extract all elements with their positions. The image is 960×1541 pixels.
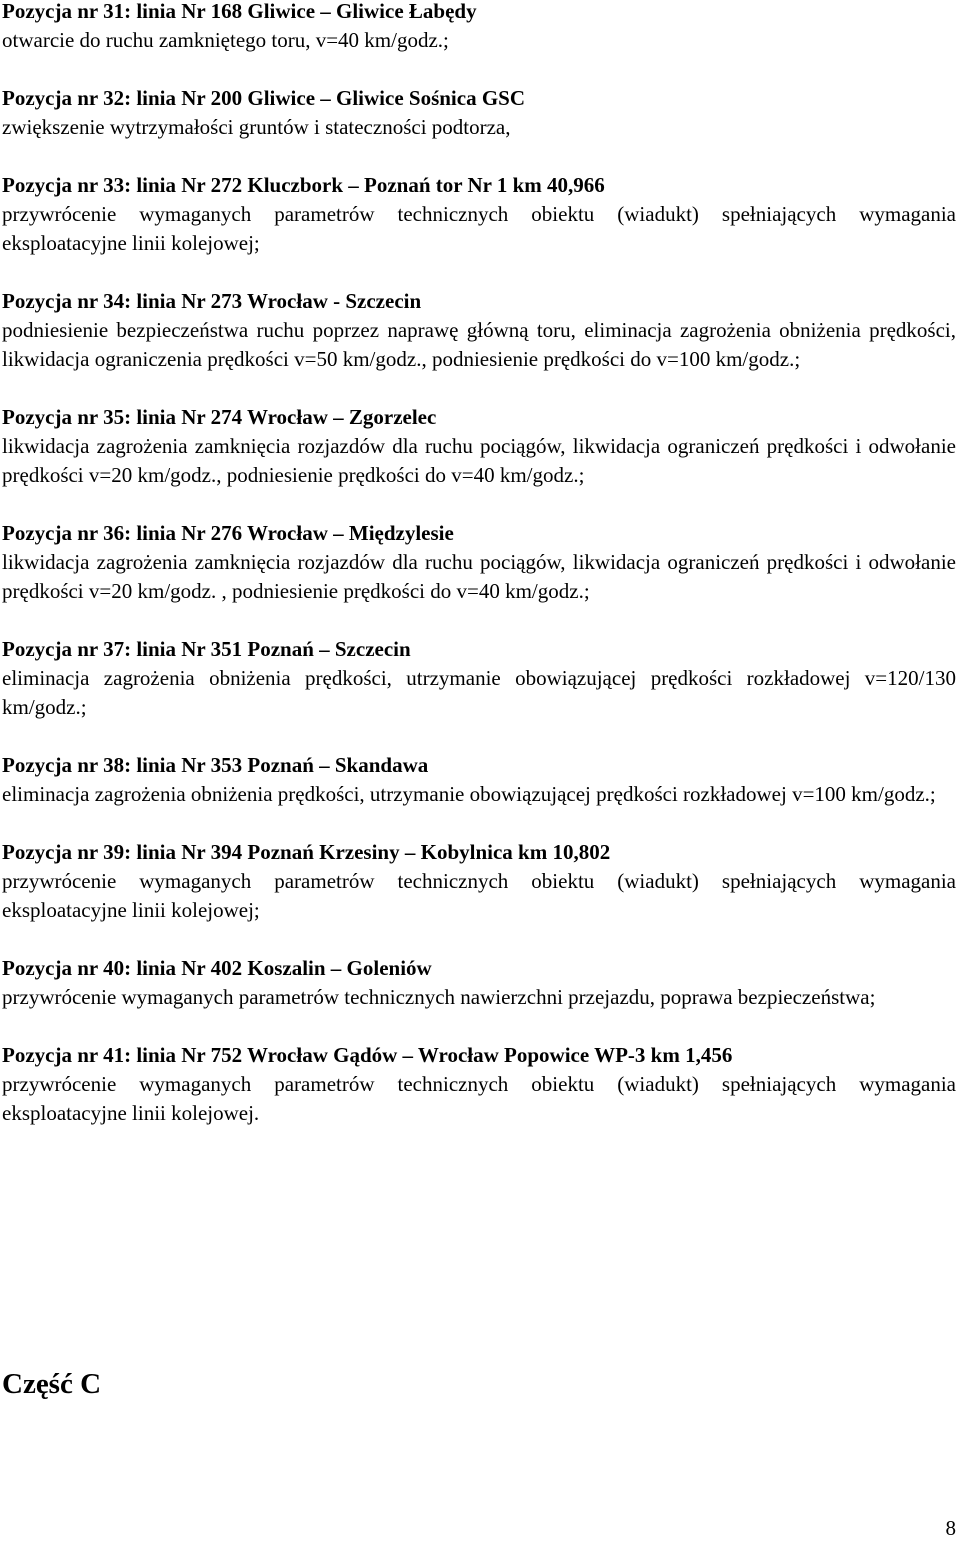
- position-title: Pozycja nr 31: linia Nr 168 Gliwice – Gliwice Łabędy: [2, 0, 477, 23]
- section-heading: Część C: [2, 1368, 102, 1400]
- position-entry-38: [2, 751, 956, 809]
- position-description: przywrócenie wymaganych parametrów technicznych nawierzchni przejazdu, poprawa bezpieczeństwa;: [2, 985, 876, 1009]
- position-entry-39: [2, 838, 956, 925]
- position-description: eliminacja zagrożenia obniżenia prędkości, utrzymanie obowiązującej prędkości rozkładowej v=120/130 km/godz.;: [2, 666, 956, 719]
- position-title: Pozycja nr 39: linia Nr 394 Poznań Krzesiny – Kobylnica km 10,802: [2, 840, 611, 864]
- position-description: podniesienie bezpieczeństwa ruchu poprzez naprawę główną toru, eliminacja zagrożenia obniżenia prędkości, likwidacja ograniczenia prędkości v=50 km/godz., podniesienie prędkości do v=100 km/godz.;: [2, 318, 956, 371]
- position-entry-31: [2, 0, 956, 55]
- position-entry-40: [2, 954, 956, 1012]
- position-title: Pozycja nr 34: linia Nr 273 Wrocław - Szczecin: [2, 289, 422, 313]
- position-entry-37: [2, 635, 956, 722]
- position-description: likwidacja zagrożenia zamknięcia rozjazdów dla ruchu pociągów, likwidacja ograniczeń prędkości i odwołanie prędkości v=20 km/godz., podniesienie prędkości do v=40 km/godz.;: [2, 434, 956, 487]
- position-title: Pozycja nr 35: linia Nr 274 Wrocław – Zgorzelec: [2, 405, 437, 429]
- position-description: otwarcie do ruchu zamkniętego toru, v=40 km/godz.;: [2, 28, 449, 52]
- page-number: 8: [945, 1516, 956, 1540]
- position-description: eliminacja zagrożenia obniżenia prędkości, utrzymanie obowiązującej prędkości rozkładowej v=100 km/godz.;: [2, 782, 936, 806]
- position-entry-35: [2, 403, 956, 490]
- position-title: Pozycja nr 38: linia Nr 353 Poznań – Skandawa: [2, 753, 429, 777]
- position-description: przywrócenie wymaganych parametrów technicznych obiektu (wiadukt) spełniających wymagania eksploatacyjne linii kolejowej;: [2, 202, 956, 255]
- position-title: Pozycja nr 37: linia Nr 351 Poznań – Szczecin: [2, 637, 411, 661]
- position-entry-34: [2, 287, 956, 374]
- position-description: przywrócenie wymaganych parametrów technicznych obiektu (wiadukt) spełniających wymagania eksploatacyjne linii kolejowej.: [2, 1072, 956, 1125]
- document-body: [2, 0, 956, 1157]
- position-title: Pozycja nr 40: linia Nr 402 Koszalin – Goleniów: [2, 956, 432, 980]
- position-entry-36: [2, 519, 956, 606]
- position-description: likwidacja zagrożenia zamknięcia rozjazdów dla ruchu pociągów, likwidacja ograniczeń prędkości i odwołanie prędkości v=20 km/godz. , podniesienie prędkości do v=40 km/godz.;: [2, 550, 956, 603]
- position-entry-41: [2, 1041, 956, 1128]
- position-entry-33: [2, 171, 956, 258]
- position-entry-32: [2, 84, 956, 142]
- position-title: Pozycja nr 36: linia Nr 276 Wrocław – Międzylesie: [2, 521, 454, 545]
- position-title: Pozycja nr 32: linia Nr 200 Gliwice – Gliwice Sośnica GSC: [2, 86, 526, 110]
- position-title: Pozycja nr 33: linia Nr 272 Kluczbork – Poznań tor Nr 1 km 40,966: [2, 173, 605, 197]
- position-title: Pozycja nr 41: linia Nr 752 Wrocław Gądów – Wrocław Popowice WP-3 km 1,456: [2, 1043, 733, 1067]
- position-description: przywrócenie wymaganych parametrów technicznych obiektu (wiadukt) spełniających wymagania eksploatacyjne linii kolejowej;: [2, 869, 956, 922]
- position-description: zwiększenie wytrzymałości gruntów i stateczności podtorza,: [2, 115, 511, 139]
